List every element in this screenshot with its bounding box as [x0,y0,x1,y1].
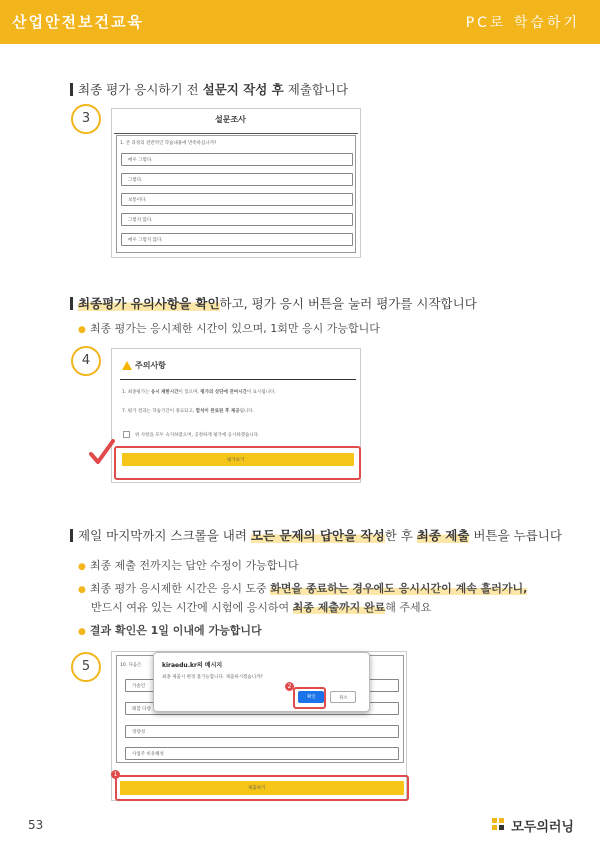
start-exam-button[interactable]: 평가보기 [122,453,354,466]
step4-heading-text: 하고, 평가 응시 버튼을 눌러 평가를 시작합니다 [219,296,477,311]
header-section: PC로 학습하기 [465,15,580,31]
answer-option[interactable]: 사업주 비유해성 [125,747,399,760]
survey-option[interactable]: 매우 그렇지 않다. [121,233,353,246]
survey-screenshot [111,108,361,258]
dialog-title: kiraedu.kr의 메시지 [162,662,223,669]
step4-bullet: ● 최종 평가는 응시제한 시간이 있으며, 1회만 응시 가능합니다 [78,322,380,335]
step3-heading-bold: 설문지 작성 후 [202,82,284,97]
dialog-cancel-button[interactable]: 취소 [330,691,356,703]
survey-question-box [116,135,356,253]
notice-title: 주의사항 [135,361,166,370]
survey-option[interactable]: 그렇지 않다. [121,213,353,226]
step5-bullet-2-line2: 반드시 여유 있는 시간에 시험에 응시하여 최종 제출까지 완료해 주세요 [91,601,432,614]
step5-bullet-2: ● 최종 평가 응시제한 시간은 응시 도중 화면을 종료하는 경우에도 응시시간이 계속 흘러가니, [78,582,528,595]
answer-option[interactable]: 폐합 다량 [125,702,399,715]
survey-question: 1. 본 과정의 전반적인 학습내용에 만족하십니까? [120,141,217,146]
final-submit-button[interactable]: 제출하기 [120,781,404,795]
dialog-ok-button[interactable]: 확인 [298,691,324,703]
warning-icon [122,361,132,370]
answer-option[interactable]: 가솔린 [125,679,399,692]
answer-option[interactable]: 경량성 [125,725,399,738]
notice-item-2: 7. 평가 결과는 학습기간이 종료되고, 합석이 완료된 후 제공됩니다. [122,409,255,414]
ok-highlight-box [293,687,326,709]
question-text: 10. 다음은 [120,663,142,668]
brand-name: 모두의러닝 [511,820,574,835]
agree-checkbox[interactable] [123,431,130,438]
marker-1: 1 [111,770,120,779]
page-number: 53 [28,818,44,832]
dialog-message: 최종 제출시 변경 불가능합니다. 제출하시겠습니까? [162,675,263,680]
heading-bar [70,529,73,542]
highlight-box [114,446,361,480]
step3-heading [70,80,348,98]
step5-heading: 제일 마지막까지 스크롤을 내려 모든 문제의 답안을 작성한 후 최종 제출 버튼을 누릅니다 [70,526,562,544]
agree-label: 위 사항을 모두 숙지하였으며, 공정하게 평가에 응시하겠습니다. [135,433,260,438]
survey-option[interactable]: 매우 그렇다. [121,153,353,166]
marker-2: 2 [285,682,294,691]
step-number-5: 5 [71,652,101,682]
survey-option[interactable]: 그렇다. [121,173,353,186]
step5-bullet-1: ● 최종 제출 전까지는 답안 수정이 가능합니다 [78,559,299,572]
step-number-3: 3 [71,104,101,134]
check-icon [89,438,115,466]
header-bar [0,0,600,44]
notice-item-1: 1. 최종평가는 응시 제한시간이 있으며, 평가의 상단에 잔여시간이 표시됩니다. [122,390,276,395]
step4-heading [70,294,477,312]
step4-heading-highlight: 최종평가 유의사항을 확인 [78,296,220,311]
notice-divider [120,379,356,380]
heading-bar [70,297,73,310]
survey-title: 설문조사 [215,115,246,124]
heading-bar [70,83,73,96]
step-number-4: 4 [71,346,101,376]
confirm-dialog [153,652,370,712]
survey-divider [114,133,358,134]
step3-heading-end: 제출합니다 [283,82,349,97]
brand-logo-icon [492,818,504,830]
step5-bullet-3: ● 결과 확인은 1일 이내에 가능합니다 [78,624,262,637]
survey-option[interactable]: 보통이다. [121,193,353,206]
step3-heading-text: 최종 평가 응시하기 전 [78,82,203,97]
submit-highlight-box [115,775,409,801]
header-title: 산업안전보건교육 [12,13,144,31]
